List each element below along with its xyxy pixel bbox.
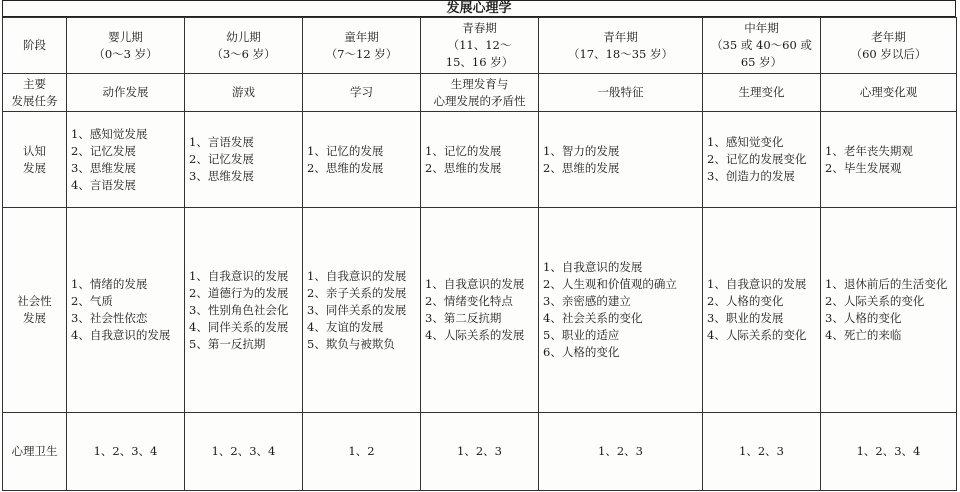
cell-text: 1、2、3、4 — [93, 444, 158, 458]
list-item: 2、人际关系的变化 — [825, 294, 925, 308]
stage-childhood: 童年期 （7～12 岁） — [303, 18, 421, 74]
social-cell — [303, 208, 421, 413]
hygiene-cell — [185, 413, 303, 491]
list-item: 3、亲密感的建立 — [543, 294, 631, 308]
list-item: 2、情绪变化特点 — [425, 294, 513, 308]
task-cell — [703, 74, 821, 112]
task-row — [3, 74, 957, 112]
list-item: 1、记忆的发展 — [425, 143, 502, 158]
cognition-cell — [421, 112, 539, 208]
cell-text: 心理变化观 — [859, 85, 918, 99]
list-item: 1、自我意识的发展 — [189, 268, 289, 283]
hygiene-cell — [539, 413, 703, 491]
list-item: 5、职业的适应 — [543, 328, 620, 342]
stage-youth: 青年期 （17、18～35 岁） — [539, 18, 703, 74]
task-cell — [185, 74, 303, 112]
cognition-row — [3, 112, 957, 208]
task-cell — [821, 74, 957, 112]
list-item: 4、人际关系的发展 — [425, 328, 525, 342]
stage-infancy: 婴儿期 （0～3 岁） — [67, 18, 185, 74]
list-item: 3、同伴关系的发展 — [307, 302, 407, 317]
list-item: 4、言语发展 — [71, 177, 136, 192]
cognition-row-label: 认知 发展 — [3, 112, 67, 208]
psychology-table-sheet — [2, 0, 956, 490]
list-item: 1、自我意识的发展 — [543, 260, 643, 274]
list-item: 1、感知觉变化 — [707, 135, 784, 149]
cell-text: 生理发育与 — [450, 76, 509, 91]
cell-text: 学习 — [350, 85, 373, 99]
task-cell — [421, 74, 539, 112]
hygiene-cell — [421, 413, 539, 491]
list-item: 3、性别角色社会化 — [189, 302, 289, 317]
list-item: 2、思维的发展 — [543, 160, 620, 175]
cell-text: 生理变化 — [738, 85, 785, 99]
header-row — [3, 18, 957, 74]
hygiene-cell — [821, 413, 957, 491]
cell-text: 1、2、3、4 — [211, 444, 276, 458]
social-cell — [67, 208, 185, 413]
list-item: 1、自我意识的发展 — [307, 268, 407, 283]
social-cell — [421, 208, 539, 413]
cognition-cell — [539, 112, 703, 208]
list-item: 3、社会性依恋 — [71, 311, 148, 325]
list-item: 1、感知觉发展 — [71, 126, 148, 141]
stage-adolescence: 青春期 （11、12～ 15、16 岁） — [421, 18, 539, 74]
list-item: 1、老年丧失期观 — [825, 143, 913, 158]
social-cell — [703, 208, 821, 413]
list-item: 2、思维的发展 — [307, 160, 384, 175]
list-item: 5、第一反抗期 — [189, 336, 266, 351]
list-item: 4、死亡的来临 — [825, 328, 902, 342]
list-item: 3、创造力的发展 — [707, 169, 795, 183]
list-item: 2、人格的变化 — [707, 294, 784, 308]
cognition-cell — [67, 112, 185, 208]
table-title: 发展心理学 — [2, 0, 956, 17]
task-cell — [67, 74, 185, 112]
list-item: 4、自我意识的发展 — [71, 328, 171, 342]
list-item: 3、人格的变化 — [825, 311, 902, 325]
cognition-cell — [703, 112, 821, 208]
list-item: 3、思维发展 — [71, 160, 136, 175]
social-row — [3, 208, 957, 413]
hygiene-row — [3, 413, 957, 491]
task-cell — [539, 74, 703, 112]
list-item: 3、第二反抗期 — [425, 311, 502, 325]
cell-text: 1、2、3、4 — [856, 444, 921, 458]
list-item: 1、自我意识的发展 — [425, 277, 525, 291]
cell-text: 游戏 — [232, 85, 255, 99]
stage-middle-age: 中年期 （35 或 40～60 或 65 岁） — [703, 18, 821, 74]
list-item: 2、记忆的发展变化 — [707, 152, 807, 166]
social-cell — [821, 208, 957, 413]
stage-early-childhood: 幼儿期 （3～6 岁） — [185, 18, 303, 74]
list-item: 1、记忆的发展 — [307, 143, 384, 158]
social-row-label: 社会性 发展 — [3, 208, 67, 413]
hygiene-cell — [303, 413, 421, 491]
list-item: 1、智力的发展 — [543, 143, 620, 158]
list-item: 2、亲子关系的发展 — [307, 285, 407, 300]
cell-text: 1、2、3 — [598, 444, 643, 458]
list-item: 1、情绪的发展 — [71, 277, 148, 291]
list-item: 2、思维的发展 — [425, 160, 502, 175]
task-row-label: 主要 发展任务 — [3, 74, 67, 112]
list-item: 2、毕生发展观 — [825, 160, 902, 175]
stage-old-age: 老年期 （60 岁以后） — [821, 18, 957, 74]
list-item: 4、同伴关系的发展 — [189, 319, 289, 334]
cognition-cell — [821, 112, 957, 208]
cognition-cell — [185, 112, 303, 208]
list-item: 2、道德行为的发展 — [189, 285, 289, 300]
list-item: 2、人生观和价值观的确立 — [543, 277, 677, 291]
list-item: 3、思维发展 — [189, 169, 254, 183]
hygiene-row-label: 心理卫生 — [3, 413, 67, 491]
cell-text: 1、2 — [348, 444, 375, 458]
cell-text: 1、2、3 — [739, 444, 784, 458]
cognition-cell — [303, 112, 421, 208]
hygiene-cell — [67, 413, 185, 491]
list-item: 4、人际关系的变化 — [707, 328, 807, 342]
social-cell — [185, 208, 303, 413]
list-item: 6、人格的变化 — [543, 345, 620, 359]
list-item: 2、记忆发展 — [189, 152, 254, 166]
list-item: 3、职业的发展 — [707, 311, 784, 325]
cell-text: 动作发展 — [102, 85, 149, 99]
list-item: 2、记忆发展 — [71, 143, 136, 158]
social-cell — [539, 208, 703, 413]
list-item: 4、社会关系的变化 — [543, 311, 643, 325]
cell-text: 一般特征 — [597, 85, 644, 99]
list-item: 4、友谊的发展 — [307, 319, 384, 334]
stage-header-label: 阶段 — [3, 18, 67, 74]
cell-text: 心理发展的矛盾性 — [433, 93, 526, 108]
list-item: 1、自我意识的发展 — [707, 277, 807, 291]
task-cell — [303, 74, 421, 112]
hygiene-cell — [703, 413, 821, 491]
list-item: 5、欺负与被欺负 — [307, 336, 395, 351]
list-item: 1、言语发展 — [189, 135, 254, 149]
development-stage-table — [2, 17, 957, 491]
list-item: 2、气质 — [71, 294, 113, 308]
list-item: 1、退休前后的生活变化 — [825, 277, 948, 291]
cell-text: 1、2、3 — [457, 444, 502, 458]
